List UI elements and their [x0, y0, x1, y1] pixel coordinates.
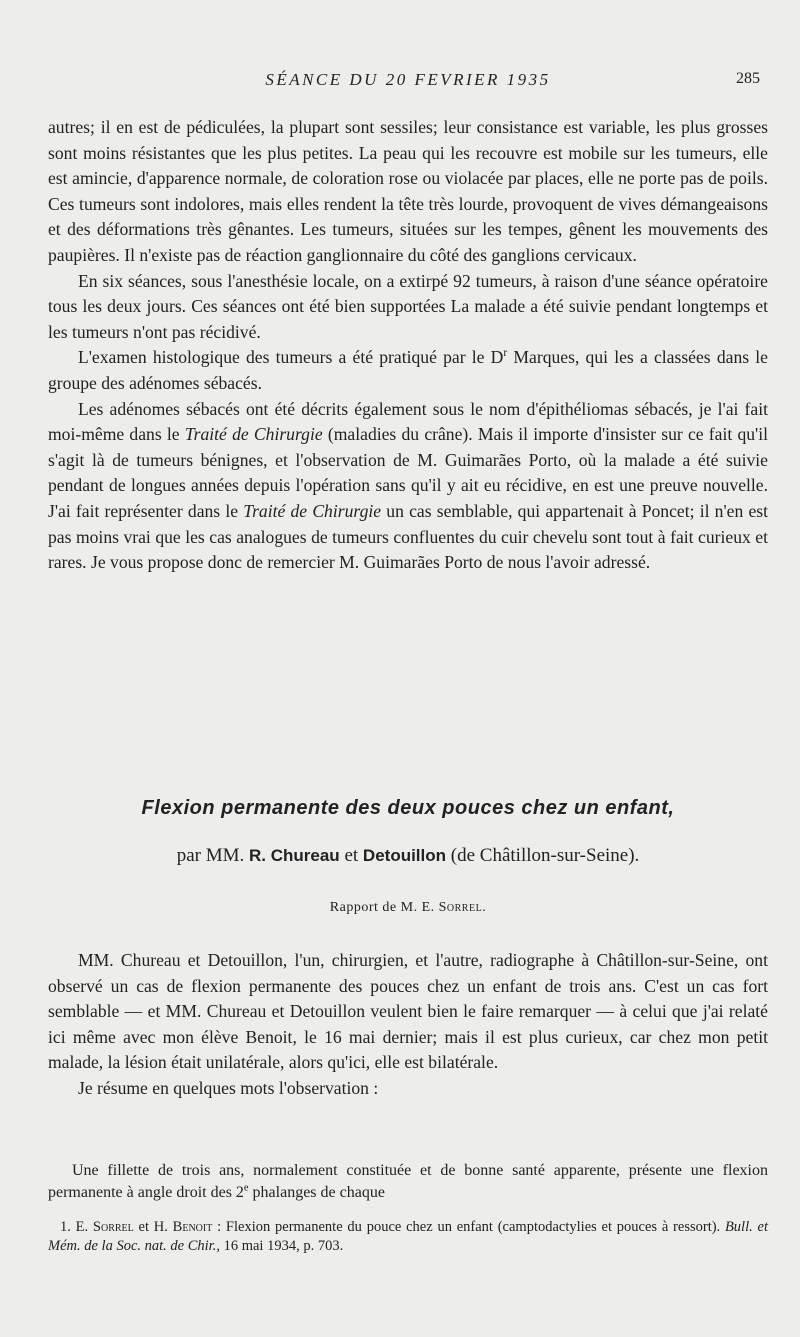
text-span: (de Châtillon-sur-Seine).	[446, 845, 640, 866]
footnote-number: 1.	[60, 1219, 76, 1235]
text-span: Rapport de M. E.	[329, 900, 439, 915]
paragraph	[48, 345, 768, 396]
text-span: et	[133, 1219, 154, 1235]
text-span: Les adénomes sébacés ont été décrits également sous le nom d'épithéliomas sébacés, je l'ai fait moi-même dans le	[48, 398, 768, 445]
text-span: phalanges de chaque	[248, 1184, 385, 1201]
journal-title: Bull. et Mém. de la Soc. nat. de Chir.	[48, 1219, 768, 1254]
section-2-body	[48, 948, 768, 1102]
paragraph: autres; il en est de pédiculées, la plupart sont sessiles; leur consistance est variable, les plus grosses sont moins résistantes que les plus petites. La peau qui les recouvre est mobile sur les tumeurs, elle est amincie, d'apparence normale, de coloration rose ou violacée par places, elle ne porte pas de poils. Ces tumeurs sont indolores, mais elles rendent la tête très lourde, provoquent de vives démangeaisons et des déformations très gênantes. Les tumeurs, situées sur les tempes, gênent les mouvements des paupières. Il n'existe pas de réaction ganglionnaire du côté des ganglions cervicaux.	[48, 117, 768, 265]
running-header	[48, 70, 768, 94]
paragraph: En six séances, sous l'anesthésie locale, on a extirpé 92 tumeurs, à raison d'une séance opératoire tous les deux jours. Ces séances ont été bien supportées La malade a été suivie pendant longtemps et les tumeurs n'ont pas récidivé.	[48, 270, 768, 342]
superscript: e	[243, 1182, 249, 1194]
text-span: et	[339, 845, 363, 866]
paragraph: Je résume en quelques mots l'observation :	[78, 1077, 379, 1098]
text-span: : Flexion permanente du pouce chez un enfant (camptodactylies et pouces à ressort).	[212, 1219, 725, 1235]
text-span: un cas semblable, qui appartenait à Poncet; il n'en est pas moins vrai que les cas analogues de tumeurs confluentes du cuir chevelu sont tout à fait curieux et rares. Je vous propose donc de remercier M. Guimarães Porto de nous l'avoir adressé.	[48, 500, 768, 573]
author-name: Detouillon	[362, 846, 447, 865]
article-title: Flexion permanente des deux pouces chez un enfant,	[141, 797, 675, 819]
report-line	[48, 900, 768, 916]
italic-title: Traité de Chirurgie	[184, 424, 323, 445]
section-1-body	[48, 115, 768, 576]
reporter-name: Sorrel.	[438, 900, 487, 915]
author-name: E. Sorrel	[75, 1219, 134, 1235]
author-name: R. Chureau	[249, 846, 340, 865]
author-name: H. Benoit	[153, 1219, 213, 1235]
observation-text	[48, 1160, 768, 1204]
superscript: r	[503, 347, 508, 360]
italic-title: Traité de Chirurgie	[243, 500, 382, 521]
text-span: L'examen histologique des tumeurs a été pratiqué par le D	[78, 347, 504, 368]
paragraph: MM. Chureau et Detouillon, l'un, chirurgien, et l'autre, radiographe à Châtillon-sur-Seine, ont observé un cas de flexion permanente des pouces chez un enfant de trois ans. C'est un cas fort semblable — et MM. Chureau et Detouillon veulent bien le faire remarquer — à celui que j'ai relaté ici même avec mon élève Benoit, le 16 mai dernier; mais il est plus curieux, car chez mon petit malade, la lésion était unilatérale, alors qu'ici, elle est bilatérale.	[48, 950, 768, 1073]
paragraph	[48, 1160, 768, 1204]
text-span: Une fillette de trois ans, normalement constituée et de bonne santé apparente, présente une flexion permanente à angle droit des 2	[48, 1162, 768, 1201]
text-span: , 16 mai 1934, p. 703.	[216, 1238, 344, 1254]
page-number: 285	[736, 70, 760, 87]
footnote	[48, 1218, 768, 1256]
footnote-text	[48, 1218, 768, 1256]
text-span: par MM.	[176, 845, 250, 866]
article-authors	[48, 845, 768, 867]
text-span: (maladies du crâne). Mais il importe d'insister sur ce fait qu'il s'agit là de tumeurs bénignes, et l'observation de M. Guimarães Porto, où la malade a été suivie pendant de longues années depuis l'opération sans qu'il y ait eu récidive, en est une preuve nouvelle. J'ai fait représenter dans le	[48, 424, 768, 521]
running-title: SÉANCE DU 20 FEVRIER 1935	[265, 70, 551, 89]
paragraph	[48, 397, 768, 576]
text-span: Marques, qui les a classées dans le groupe des adénomes sébacés.	[48, 347, 768, 393]
